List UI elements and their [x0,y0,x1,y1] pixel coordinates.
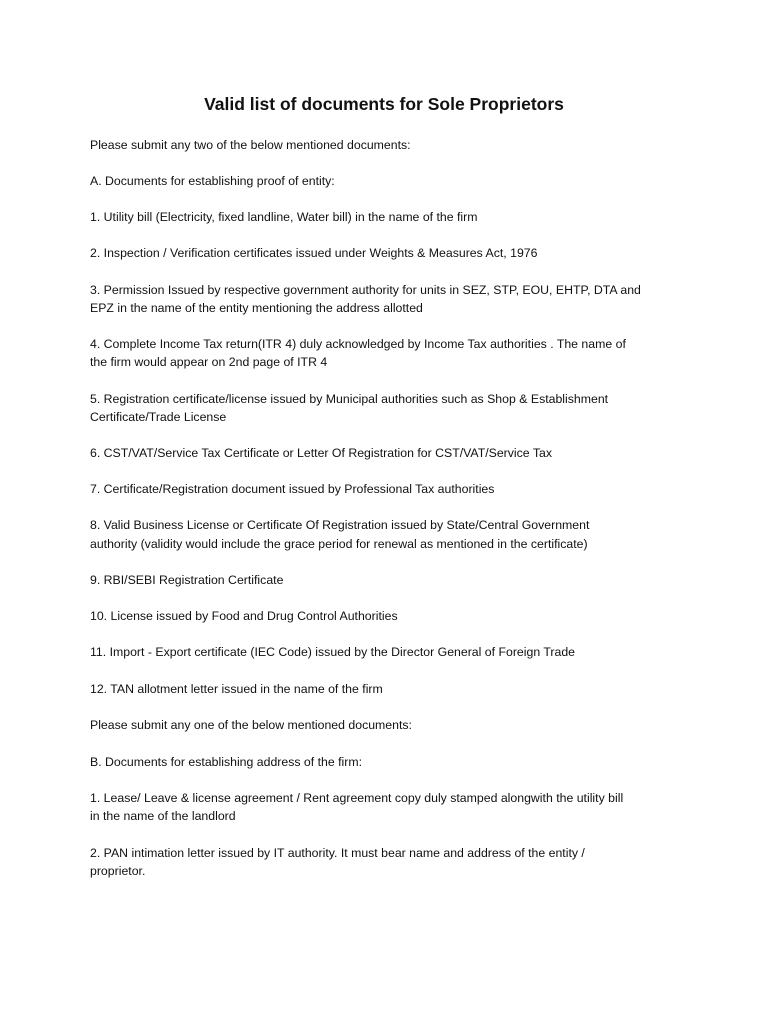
intro-any-one: Please submit any one of the below mentioned documents: [90,718,412,732]
list-item: 1. Utility bill (Electricity, fixed landline, Water bill) in the name of the firm [90,210,478,224]
list-item-continuation: in the name of the landlord [90,809,236,823]
list-item: 4. Complete Income Tax return(ITR 4) duly acknowledged by Income Tax authorities . The name of [90,337,626,351]
list-item: 11. Import - Export certificate (IEC Code) issued by the Director General of Foreign Trade [90,645,576,659]
list-item-continuation: proprietor. [90,864,146,878]
list-item: 2. Inspection / Verification certificates issued under Weights & Measures Act, 1976 [90,246,538,260]
list-item: 6. CST/VAT/Service Tax Certificate or Letter Of Registration for CST/VAT/Service Tax [90,446,552,460]
list-item: 12. TAN allotment letter issued in the name of the firm [90,682,383,696]
list-item: 2. PAN intimation letter issued by IT authority. It must bear name and address of the entity / [90,846,585,860]
page-title: Valid list of documents for Sole Proprietors [204,94,564,114]
list-item: 8. Valid Business License or Certificate Of Registration issued by State/Central Government [90,518,590,532]
list-item-continuation: the firm would appear on 2nd page of ITR 4 [90,355,328,369]
section-a-heading: A. Documents for establishing proof of entity: [90,174,335,188]
list-item: 7. Certificate/Registration document issued by Professional Tax authorities [90,482,495,496]
list-item: 3. Permission Issued by respective government authority for units in SEZ, STP, EOU, EHTP, DTA and [90,283,641,297]
section-b-heading: B. Documents for establishing address of the firm: [90,755,363,769]
list-item-continuation: Certificate/Trade License [90,410,227,424]
list-item: 10. License issued by Food and Drug Control Authorities [90,609,398,623]
list-item: 1. Lease/ Leave & license agreement / Rent agreement copy duly stamped alongwith the utility bill [90,791,624,805]
list-item-continuation: EPZ in the name of the entity mentioning the address allotted [90,301,423,315]
list-item-continuation: authority (validity would include the grace period for renewal as mentioned in the certificate) [90,537,588,551]
list-item: 5. Registration certificate/license issued by Municipal authorities such as Shop & Establishment [90,392,609,406]
intro-any-two: Please submit any two of the below mentioned documents: [90,138,411,152]
list-item: 9. RBI/SEBI Registration Certificate [90,573,284,587]
